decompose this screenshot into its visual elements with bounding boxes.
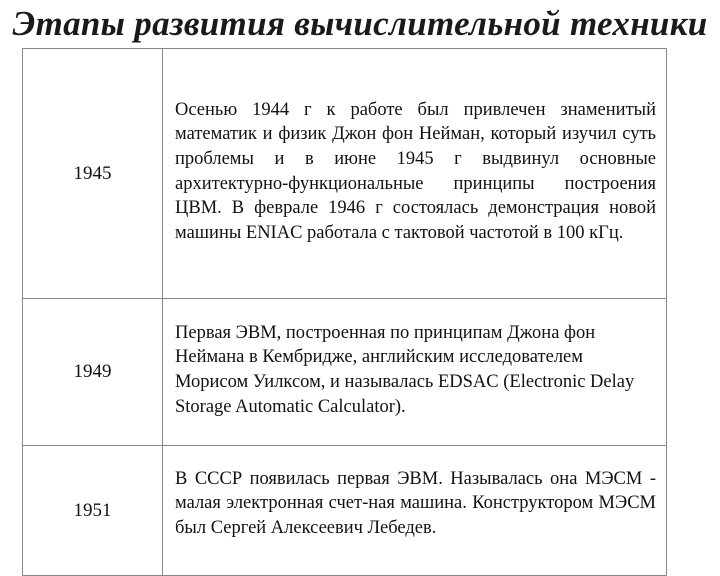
description-cell: Осенью 1944 г к работе был привлечен знаменитый математик и физик Джон фон Нейман, который изучил суть проблемы и в июне 1945 г выдвинул основные архитектурно-функциональные принципы построения ЦВМ. В феврале 1946 г состоялась демонстрация новой машины ENIAC работала с тактовой частотой в 100 кГц.: [163, 49, 667, 299]
year-cell: 1949: [23, 299, 163, 446]
year-cell: 1945: [23, 49, 163, 299]
page-title: Этапы развития вычислительной техники: [12, 4, 708, 43]
table-row: [23, 446, 667, 576]
year-cell: 1951: [23, 446, 163, 576]
description-cell: Первая ЭВМ, построенная по принципам Джона фон Неймана в Кембридже, английским исследователем Морисом Уилксом, и называлась EDSAC (Electronic Delay Storage Automatic Calculator).: [163, 299, 667, 446]
history-table: [22, 48, 667, 576]
table-row: [23, 299, 667, 446]
table-row: [23, 49, 667, 299]
description-cell: В СССР появилась первая ЭВМ. Называлась она МЭСМ - малая электронная счет-ная машина. Конструктором МЭСМ был Сергей Алексеевич Лебедев.: [163, 446, 667, 576]
